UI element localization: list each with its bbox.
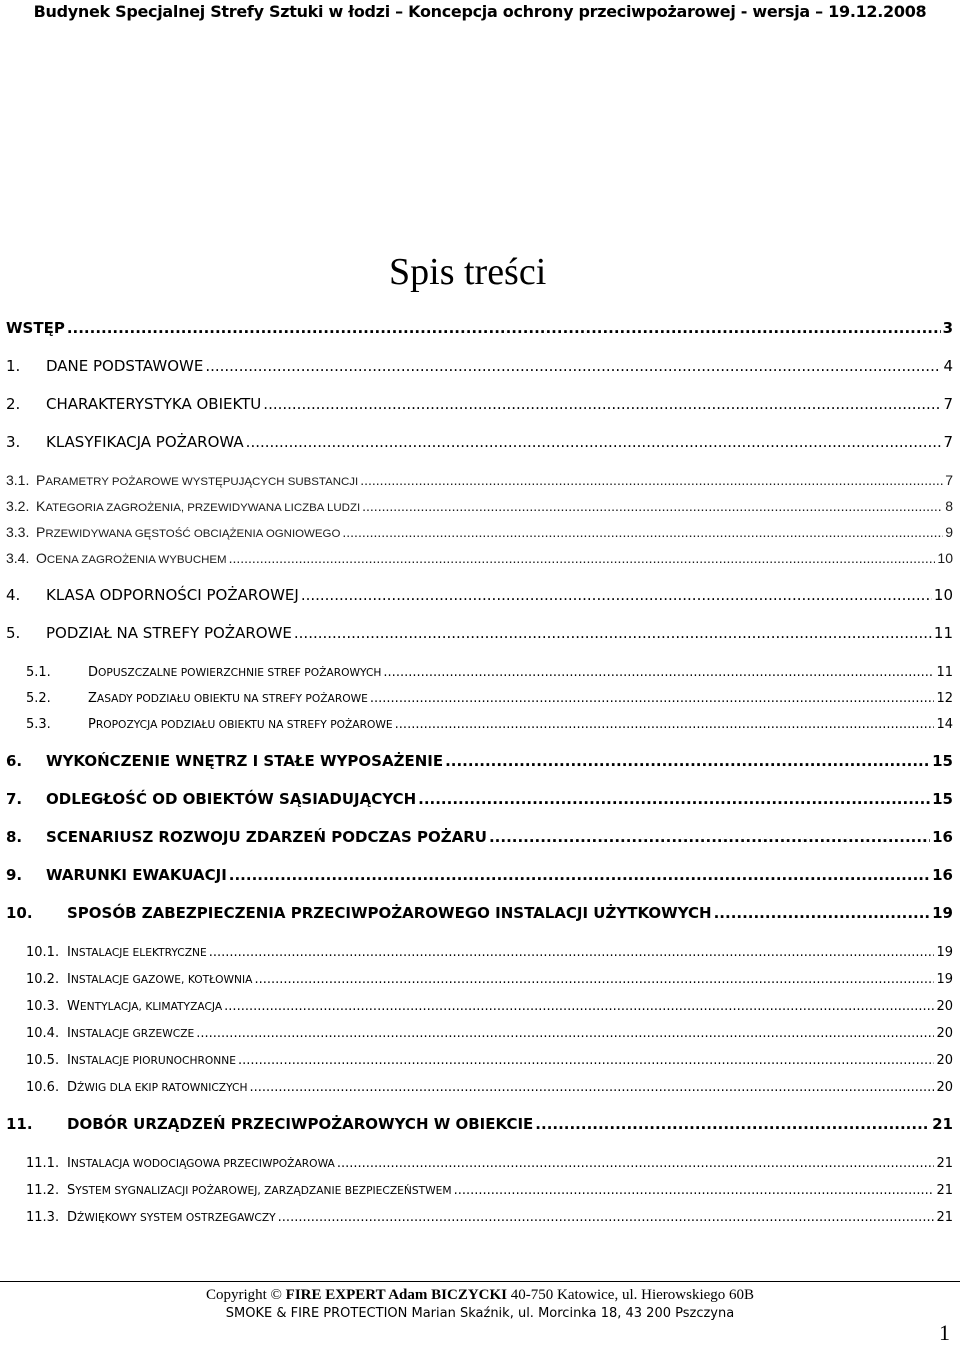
toc-page-number: 21 [936, 1183, 953, 1198]
toc-page-number: 16 [932, 866, 953, 884]
toc-entry-8[interactable] [6, 826, 953, 846]
toc-entry-number: 11.1. [26, 1156, 60, 1171]
toc-entry-text: PROPOZYCJA PODZIAŁU OBIEKTU NA STREFY POŻAROWE [88, 717, 393, 732]
toc-entry-number: 4. [6, 586, 21, 604]
toc-entry-number: 7. [6, 790, 23, 808]
toc-page-number: 20 [936, 1080, 953, 1095]
toc-entry-number: 10.1. [26, 945, 60, 960]
toc-entry-10-3[interactable] [26, 994, 953, 1014]
toc-entry-text: INSTALACJE ELEKTRYCZNE [67, 945, 207, 960]
toc-entry-5-2[interactable] [26, 686, 953, 706]
toc-entry-text: DANE PODSTAWOWE [46, 357, 204, 375]
toc-page-number: 15 [932, 752, 953, 770]
footer-address: 40-750 Katowice, ul. Hierowskiego 60B [507, 1287, 755, 1303]
toc-entry-7[interactable] [6, 788, 953, 808]
toc-leader [535, 1115, 930, 1133]
toc-entry-text: KLASYFIKACJA POŻAROWA [46, 433, 244, 451]
toc-leader [249, 1080, 934, 1095]
footer-divider [0, 1281, 960, 1282]
toc-page-number: 4 [943, 357, 953, 375]
toc-page-number: 21 [932, 1115, 953, 1133]
toc-page-number: 10 [937, 550, 953, 566]
toc-leader [395, 717, 935, 732]
toc-leader [383, 665, 934, 680]
toc-entry-text: INSTALACJE GRZEWCZE [67, 1026, 195, 1041]
toc-leader [445, 752, 930, 770]
toc-entry-number: 3. [6, 433, 21, 451]
toc-leader [294, 624, 932, 642]
footer-copyright [0, 1287, 960, 1304]
toc-leader [489, 828, 930, 846]
toc-leader [224, 999, 934, 1014]
toc-page-number: 15 [932, 790, 953, 808]
toc-entry-number: 5.1. [26, 665, 51, 680]
toc-leader [360, 472, 943, 488]
toc-entry-text: DŹWIĘKOWY SYSTEM OSTRZEGAWCZY [67, 1210, 276, 1225]
toc-entry-11-2[interactable] [26, 1178, 953, 1198]
toc-page-number: 16 [932, 828, 953, 846]
toc-entry-number: 3.3. [6, 524, 30, 540]
toc-leader [454, 1183, 935, 1198]
toc-entry-text: DŹWIG DLA EKIP RATOWNICZYCH [67, 1080, 248, 1095]
toc-page-number: 11 [933, 624, 953, 642]
toc-leader [67, 319, 941, 337]
toc-page-number: 12 [936, 691, 953, 706]
toc-entry-9[interactable] [6, 864, 953, 884]
toc-entry-10[interactable] [6, 902, 953, 922]
toc-entry-number: 10.4. [26, 1026, 60, 1041]
toc-leader [278, 1210, 935, 1225]
toc-entry-3[interactable] [6, 431, 953, 451]
toc-entry-text: INSTALACJE PIORUNOCHRONNE [67, 1053, 236, 1068]
toc-page-number: 14 [936, 717, 953, 732]
toc-leader [337, 1156, 935, 1171]
footer-contact: SMOKE & FIRE PROTECTION Marian Skaźnik, ul. Morcinka 18, 43 200 Pszczyna [225, 1306, 735, 1321]
toc-entry-number: 3.4. [6, 550, 30, 566]
toc-entry-text: SCENARIUSZ ROZWOJU ZDARZEŃ PODCZAS POŻARU [46, 828, 487, 846]
toc-entry-number: 10.6. [26, 1080, 60, 1095]
toc-entry-number: 10.2. [26, 972, 60, 987]
toc-entry-5[interactable] [6, 622, 953, 642]
toc-entry-text: DOBÓR URZĄDZEŃ PRZECIWPOŻAROWYCH W OBIEKCIE [67, 1115, 534, 1133]
toc-entry-text: WSTĘP [6, 319, 65, 337]
toc-page-number: 11 [936, 665, 953, 680]
toc-entry-text: INSTALACJE GAZOWE, KOTŁOWNIA [67, 972, 253, 987]
toc-entry-3-4[interactable] [6, 546, 953, 566]
toc-entry-number: 5. [6, 624, 21, 642]
toc-entry-text: OCENA ZAGROŻENIA WYBUCHEM [36, 550, 227, 566]
toc-page-number: 9 [945, 524, 953, 540]
toc-entry-3-1[interactable] [6, 468, 953, 488]
toc-entry-10-1[interactable] [26, 940, 953, 960]
toc-page-number: 19 [936, 945, 953, 960]
toc-entry-10-2[interactable] [26, 967, 953, 987]
toc-leader [714, 904, 931, 922]
toc-entry-1[interactable] [6, 355, 953, 375]
toc-page-number: 19 [932, 904, 953, 922]
toc-entry-text: PODZIAŁ NA STREFY POŻAROWE [46, 624, 292, 642]
toc-entry-number: 10.3. [26, 999, 60, 1014]
toc-entry-11[interactable] [6, 1113, 953, 1133]
toc-entry-text: KATEGORIA ZAGROŻENIA, PRZEWIDYWANA LICZBA LUDZI [36, 498, 361, 514]
toc-entry-number: 1. [6, 357, 21, 375]
toc-entry-number: 6. [6, 752, 23, 770]
toc-page-number: 7 [945, 472, 953, 488]
footer-copyright-prefix: Copyright © [205, 1287, 286, 1303]
toc-leader [196, 1026, 934, 1041]
toc-leader [229, 866, 930, 884]
toc-entry-number: 8. [6, 828, 23, 846]
toc-entry-number: 11.3. [26, 1210, 60, 1225]
toc-leader [205, 357, 941, 375]
toc-page-number: 7 [943, 433, 953, 451]
toc-page-number: 10 [933, 586, 953, 604]
toc-entry-text: ODLEGŁOŚĆ OD OBIEKTÓW SĄSIADUJĄCYCH [46, 790, 417, 808]
toc-page-number: 21 [936, 1156, 953, 1171]
toc-entry-5-3[interactable] [26, 712, 953, 732]
toc-entry-text: ZASADY PODZIAŁU OBIEKTU NA STREFY POŻAROWE [88, 691, 368, 706]
toc-entry-number: 10.5. [26, 1053, 60, 1068]
toc-leader [238, 1053, 934, 1068]
toc-leader [370, 691, 935, 706]
toc-page-number: 7 [943, 395, 953, 413]
toc-leader [246, 433, 942, 451]
toc-leader [342, 524, 943, 540]
toc-entry-text: PARAMETRY POŻAROWE WYSTĘPUJĄCYCH SUBSTANCJI [36, 472, 359, 488]
toc-entry-10-4[interactable] [26, 1021, 953, 1041]
toc-entry-wstep[interactable] [6, 317, 953, 337]
toc-entry-3-2[interactable] [6, 494, 953, 514]
footer-company: FIRE EXPERT Adam BICZYCKI [285, 1287, 507, 1303]
toc-entry-text: CHARAKTERYSTYKA OBIEKTU [46, 395, 262, 413]
toc-entry-number: 11. [6, 1115, 33, 1133]
toc-entry-text: WYKOŃCZENIE WNĘTRZ I STAŁE WYPOSAŻENIE [46, 752, 444, 770]
toc-entry-text: WARUNKI EWAKUACJI [46, 866, 227, 884]
toc-leader [229, 550, 936, 566]
toc-page-number: 19 [936, 972, 953, 987]
toc-entry-text: PRZEWIDYWANA GĘSTOŚĆ OBCIĄŻENIA OGNIOWEGO [36, 524, 341, 540]
toc-entry-number: 5.3. [26, 717, 51, 732]
toc-entry-number: 11.2. [26, 1183, 60, 1198]
toc-entry-number: 9. [6, 866, 23, 884]
toc-entry-number: 2. [6, 395, 21, 413]
toc-leader [362, 498, 943, 514]
toc-leader [301, 586, 932, 604]
toc-entry-number: 3.1. [6, 472, 30, 488]
toc-entry-11-1[interactable] [26, 1151, 953, 1171]
toc-entry-number: 5.2. [26, 691, 51, 706]
toc-leader [418, 790, 930, 808]
toc-entry-number: 3.2. [6, 498, 30, 514]
toc-entry-2[interactable] [6, 393, 953, 413]
toc-page-number: 20 [936, 999, 953, 1014]
toc-title: Spis treści [389, 251, 547, 293]
page-number: 1 [939, 1320, 950, 1345]
toc-entry-text: KLASA ODPORNOŚCI POŻAROWEJ [46, 586, 299, 604]
toc-page-number: 20 [936, 1026, 953, 1041]
toc-entry-3-3[interactable] [6, 520, 953, 540]
toc-page-number: 20 [936, 1053, 953, 1068]
toc-page-number: 8 [945, 498, 953, 514]
toc-page-number: 3 [942, 319, 953, 337]
toc-entry-10-6[interactable] [26, 1075, 953, 1095]
toc-entry-5-1[interactable] [26, 660, 953, 680]
toc-entry-text: DOPUSZCZALNE POWIERZCHNIE STREF POŻAROWYCH [88, 665, 382, 680]
document-header: Budynek Specjalnej Strefy Sztuki w łodzi – Koncepcja ochrony przeciwpożarowej - wersja – 19.12.2008 [33, 2, 927, 21]
toc-entry-number: 10. [6, 904, 33, 922]
toc-entry-text: WENTYLACJA, KLIMATYZACJA [67, 999, 223, 1014]
toc-leader [209, 945, 935, 960]
toc-entry-4[interactable] [6, 584, 953, 604]
toc-entry-10-5[interactable] [26, 1048, 953, 1068]
toc-leader [254, 972, 934, 987]
toc-entry-11-3[interactable] [26, 1205, 953, 1225]
toc-leader [263, 395, 941, 413]
toc-entry-text: SPOSÓB ZABEZPIECZENIA PRZECIWPOŻAROWEGO INSTALACJI UŻYTKOWYCH [67, 904, 712, 922]
toc-page-number: 21 [936, 1210, 953, 1225]
toc-entry-6[interactable] [6, 750, 953, 770]
toc-entry-text: INSTALACJA WODOCIĄGOWA PRZECIWPOŻAROWA [67, 1156, 335, 1171]
toc-entry-text: SYSTEM SYGNALIZACJI POŻAROWEJ, ZARZĄDZANIE BEZPIECZEŃSTWEM [67, 1183, 452, 1198]
